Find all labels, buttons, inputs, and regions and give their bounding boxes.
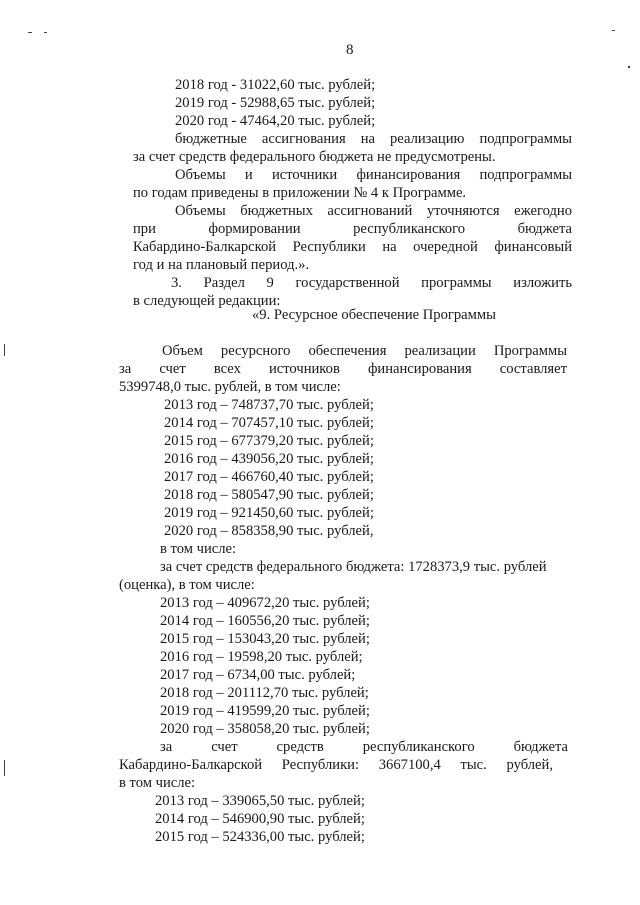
text-line: 5399748,0 тыс. рублей, в том числе: <box>119 379 341 395</box>
text-line: в том числе: <box>119 775 196 791</box>
text-line: 2014 год – 707457,10 тыс. рублей; <box>164 415 374 431</box>
text-line: 2019 год – 419599,20 тыс. рублей; <box>160 703 370 719</box>
text-line: 2015 год – 153043,20 тыс. рублей; <box>160 631 370 647</box>
text-line: 2015 год – 677379,20 тыс. рублей; <box>164 433 374 449</box>
text-line: 2017 год – 466760,40 тыс. рублей; <box>164 469 374 485</box>
scan-edge-mark <box>4 760 5 776</box>
text-line: бюджетные ассигнования на реализацию подпрограммы <box>175 131 572 147</box>
scan-edge-mark <box>4 344 5 356</box>
text-line: 2019 год – 921450,60 тыс. рублей; <box>164 505 374 521</box>
text-line: Объемы и источники финансирования подпрограммы <box>175 167 572 183</box>
text-line: 2018 год – 201112,70 тыс. рублей; <box>160 685 369 701</box>
section-heading: «9. Ресурсное обеспечение Программы <box>252 307 496 323</box>
scan-speck <box>44 32 47 33</box>
text-line: 2018 год - 31022,60 тыс. рублей; <box>175 77 376 93</box>
text-line: 2020 год – 858358,90 тыс. рублей, <box>164 523 374 539</box>
text-line: при формировании республиканского бюджета <box>133 221 572 237</box>
text-line: 2014 год – 546900,90 тыс. рублей; <box>155 811 365 827</box>
text-line: 2020 год - 47464,20 тыс. рублей; <box>175 113 376 129</box>
text-line: по годам приведены в приложении № 4 к Программе. <box>133 185 467 201</box>
text-line: 2013 год – 339065,50 тыс. рублей; <box>155 793 365 809</box>
text-line: 2014 год – 160556,20 тыс. рублей; <box>160 613 370 629</box>
text-line: Кабардино-Балкарской Республики: 3667100,4 тыс. рублей, <box>119 757 553 773</box>
scan-speck <box>628 66 630 68</box>
text-line: за счет средств республиканского бюджета <box>160 739 568 755</box>
text-line: Объемы бюджетных ассигнований уточняются ежегодно <box>175 203 572 219</box>
page-number: 8 <box>346 42 354 58</box>
text-line: 2016 год – 439056,20 тыс. рублей; <box>164 451 374 467</box>
text-line: 2015 год – 524336,00 тыс. рублей; <box>155 829 365 845</box>
text-line: 2020 год – 358058,20 тыс. рублей; <box>160 721 370 737</box>
text-line: за счет всех источников финансирования составляет <box>119 361 567 377</box>
text-line: 2013 год – 409672,20 тыс. рублей; <box>160 595 370 611</box>
text-line: 2018 год – 580547,90 тыс. рублей; <box>164 487 374 503</box>
text-line: Кабардино-Балкарской Республики на очередной финансовый <box>133 239 572 255</box>
scan-speck <box>612 30 615 31</box>
text-line: в следующей редакции: <box>133 293 281 309</box>
text-line: 2017 год – 6734,00 тыс. рублей; <box>160 667 356 683</box>
text-line: 2019 год - 52988,65 тыс. рублей; <box>175 95 376 111</box>
text-line: 2013 год – 748737,70 тыс. рублей; <box>164 397 374 413</box>
text-line: год и на плановый период.». <box>133 257 310 273</box>
text-line: в том числе: <box>160 541 237 557</box>
text-line: Объем ресурсного обеспечения реализации Программы <box>162 343 567 359</box>
text-line: 3. Раздел 9 государственной программы изложить <box>171 275 572 291</box>
text-line: (оценка), в том числе: <box>119 577 255 593</box>
scan-speck <box>28 32 32 33</box>
text-line: 2016 год – 19598,20 тыс. рублей; <box>160 649 363 665</box>
text-line: за счет средств федерального бюджета: 1728373,9 тыс. рублей <box>160 559 547 575</box>
text-line: за счет средств федерального бюджета не предусмотрены. <box>133 149 496 165</box>
